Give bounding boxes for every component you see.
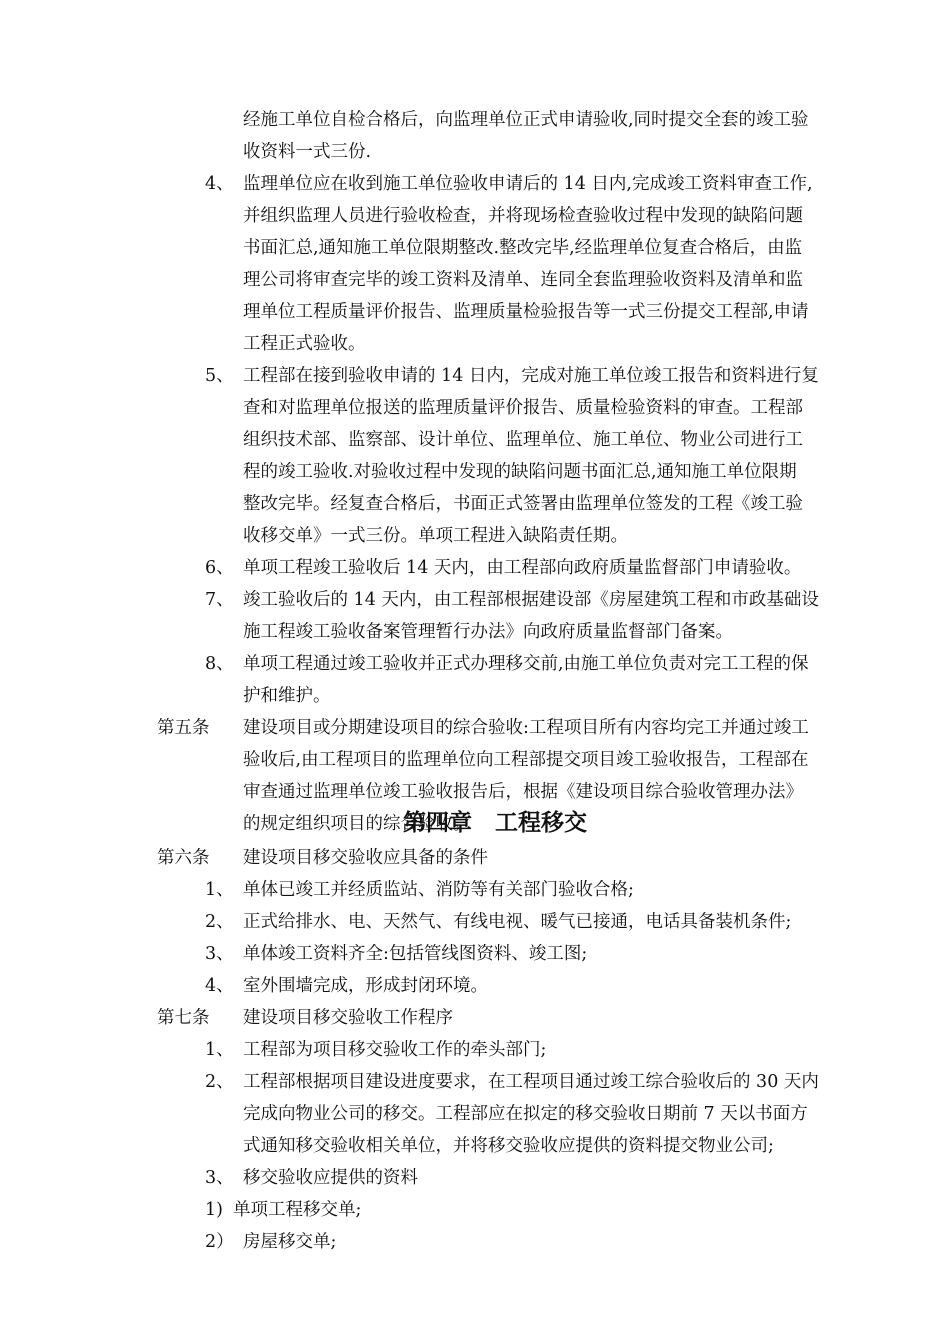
text-line: 房屋移交单; <box>243 1232 337 1252</box>
text-line: 组织技术部、监察部、设计单位、监理单位、施工单位、物业公司进行工 <box>243 430 803 450</box>
list-number: 1、 <box>205 880 234 900</box>
list-number: 3、 <box>205 944 234 964</box>
text-line: 建设项目移交验收应具备的条件 <box>243 848 488 868</box>
text-line: 正式给排水、电、天然气、有线电视、暖气已接通，电话具备装机条件; <box>243 912 792 932</box>
text-line: 单体已竣工并经质监站、消防等有关部门验收合格; <box>243 880 634 900</box>
text-line: 单体竣工资料齐全:包括管线图资料、竣工图; <box>243 944 588 964</box>
text-line: 移交验收应提供的资料 <box>243 1168 418 1188</box>
text-line: 工程正式验收。 <box>243 334 366 354</box>
text-line: 收移交单》一式三份。单项工程进入缺陷责任期。 <box>243 526 628 546</box>
list-number: 4、 <box>205 976 234 996</box>
text-line: 工程部根据项目建设进度要求，在工程项目通过竣工综合验收后的 30 天内 <box>243 1072 819 1092</box>
text-line: 单项工程竣工验收后 14 天内，由工程部向政府质量监督部门申请验收。 <box>243 558 802 578</box>
text-line: 建设项目或分期建设项目的综合验收:工程项目所有内容均完工并通过竣工 <box>243 718 809 738</box>
list-number: 4、 <box>205 174 234 194</box>
text-line: 护和维护。 <box>243 686 331 706</box>
sub-item-number: 1) <box>205 1200 223 1220</box>
article-label: 第七条 <box>157 1008 210 1028</box>
text-line: 收资料一式三份. <box>243 142 372 162</box>
list-number: 2、 <box>205 912 234 932</box>
list-number: 8、 <box>205 654 234 674</box>
text-line: 式通知移交验收相关单位，并将移交验收应提供的资料提交物业公司; <box>243 1136 774 1156</box>
list-number: 7、 <box>205 590 234 610</box>
text-line: 建设项目移交验收工作程序 <box>243 1008 453 1028</box>
article-label: 第五条 <box>157 718 210 738</box>
list-number: 5、 <box>205 366 234 386</box>
text-line: 单项工程移交单; <box>233 1200 362 1220</box>
text-line: 工程部为项目移交验收工作的牵头部门; <box>243 1040 547 1060</box>
article-label: 第六条 <box>157 848 210 868</box>
text-line: 理单位工程质量评价报告、监理质量检验报告等一式三份提交工程部,申请 <box>243 302 809 322</box>
list-number: 2、 <box>205 1072 234 1092</box>
text-line: 施工程竣工验收备案管理暂行办法》向政府质量监督部门备案。 <box>243 622 733 642</box>
text-line: 经施工单位自检合格后，向监理单位正式申请验收,同时提交全套的竣工验 <box>243 110 809 130</box>
text-line: 审查通过监理单位竣工验收报告后，根据《建设项目综合验收管理办法》 <box>243 782 803 802</box>
text-line: 程的竣工验收.对验收过程中发现的缺陷问题书面汇总,通知施工单位限期 <box>243 462 797 482</box>
text-line: 工程部在接到验收申请的 14 日内，完成对施工单位竣工报告和资料进行复 <box>243 366 819 386</box>
text-line: 的规定组织项目的综合验收。 <box>243 814 471 834</box>
chapter-heading: 第四章 工程移交 <box>403 810 587 836</box>
list-number: 6、 <box>205 558 234 578</box>
text-line: 单项工程通过竣工验收并正式办理移交前,由施工单位负责对完工工程的保 <box>243 654 809 674</box>
text-line: 完成向物业公司的移交。工程部应在拟定的移交验收日期前 7 天以书面方 <box>243 1104 808 1124</box>
list-number: 1、 <box>205 1040 234 1060</box>
sub-item-number: 2） <box>205 1232 234 1252</box>
text-line: 验收后,由工程项目的监理单位向工程部提交项目竣工验收报告，工程部在 <box>243 750 809 770</box>
text-line: 监理单位应在收到施工单位验收申请后的 14 日内,完成竣工资料审查工作, <box>243 174 813 194</box>
text-line: 并组织监理人员进行验收检查，并将现场检查验收过程中发现的缺陷问题 <box>243 206 803 226</box>
list-number: 3、 <box>205 1168 234 1188</box>
text-line: 室外围墙完成，形成封闭环境。 <box>243 976 488 996</box>
text-line: 书面汇总,通知施工单位限期整改.整改完毕,经监理单位复查合格后，由监 <box>243 238 803 258</box>
text-line: 查和对监理单位报送的监理质量评价报告、质量检验资料的审查。工程部 <box>243 398 803 418</box>
text-line: 整改完毕。经复查合格后，书面正式签署由监理单位签发的工程《竣工验 <box>243 494 803 514</box>
text-line: 竣工验收后的 14 天内，由工程部根据建设部《房屋建筑工程和市政基础设 <box>243 590 819 610</box>
text-line: 理公司将审查完毕的竣工资料及清单、连同全套监理验收资料及清单和监 <box>243 270 803 290</box>
